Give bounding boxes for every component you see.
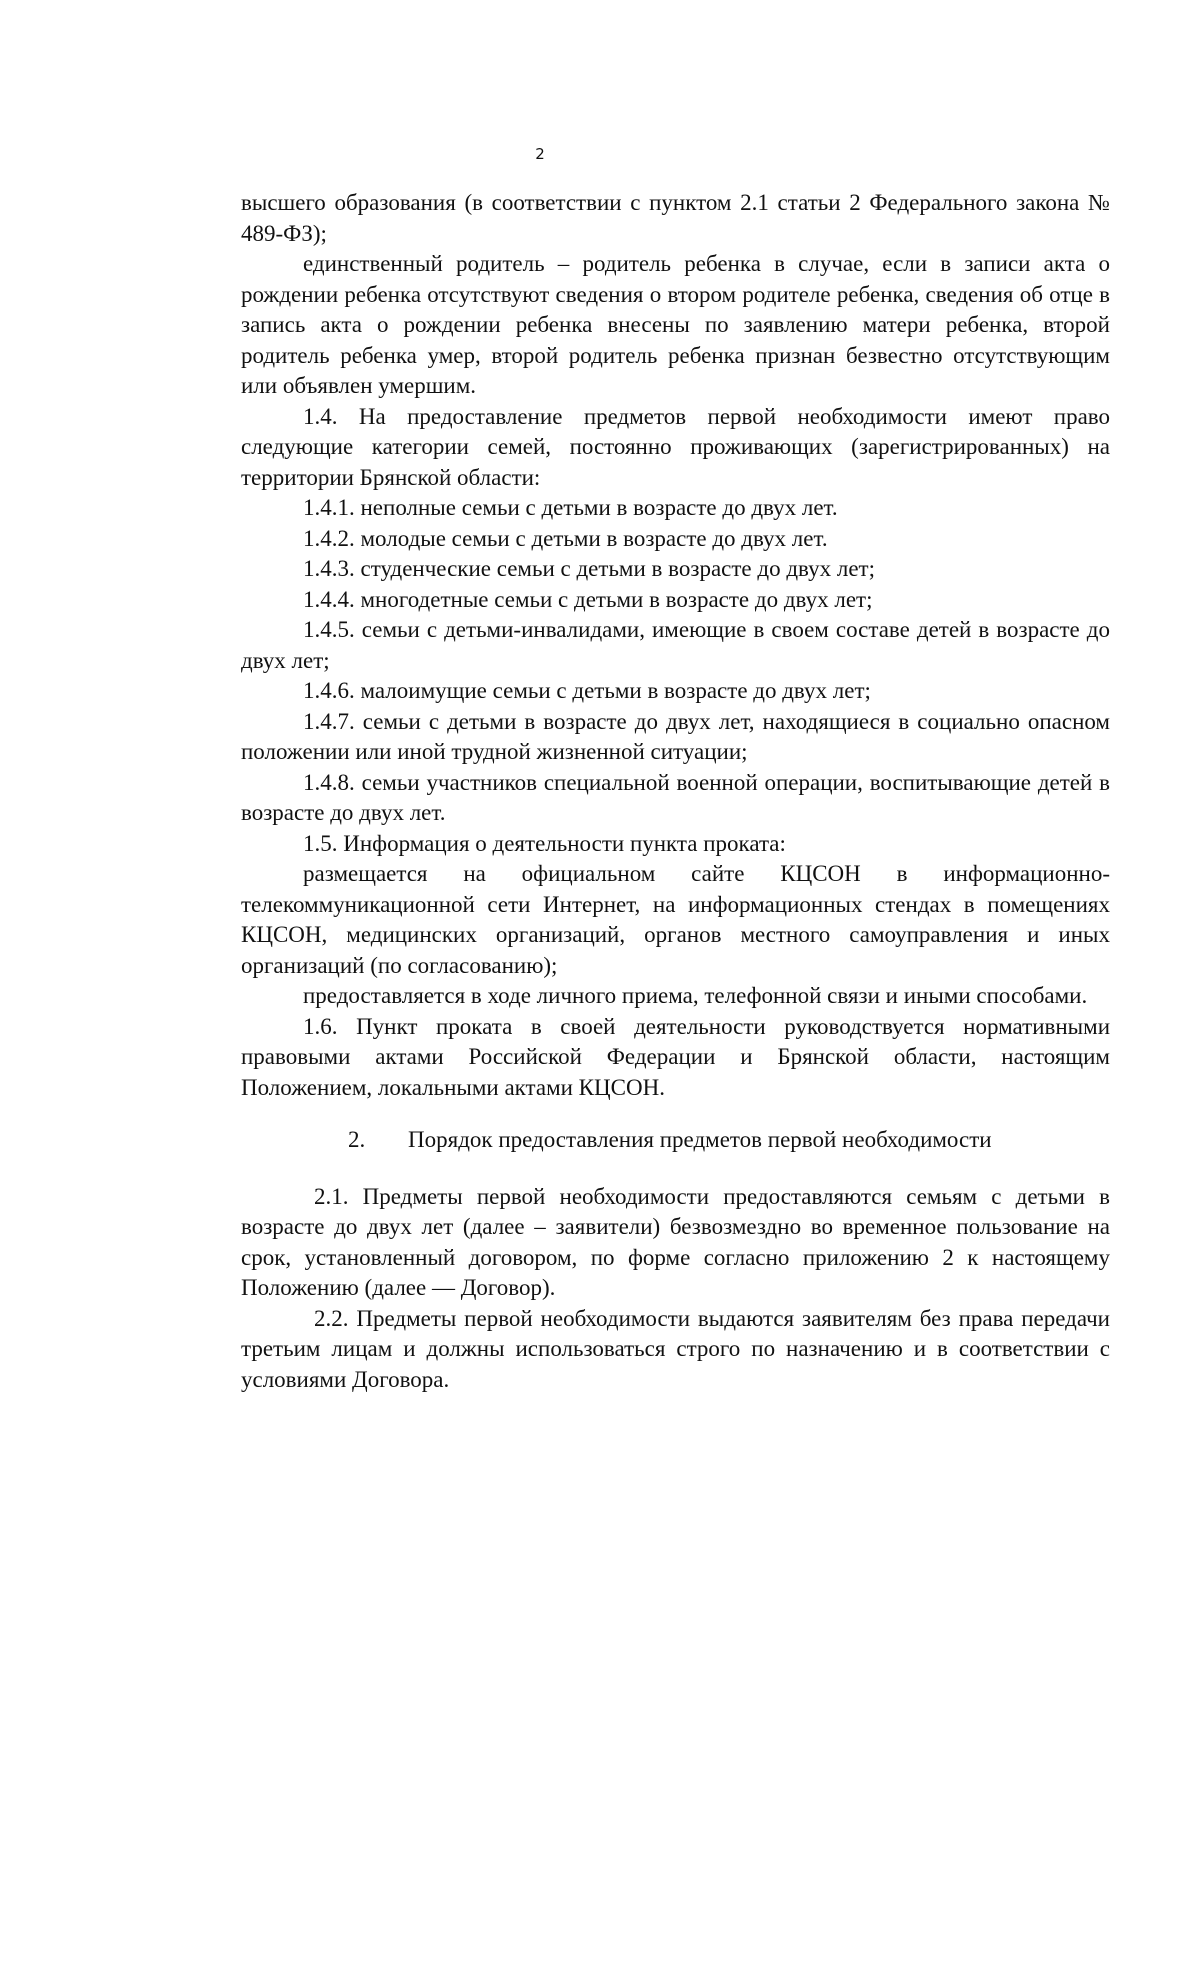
page-number: 2 xyxy=(535,145,545,163)
section-heading xyxy=(241,1125,1110,1156)
paragraph: 2.2. Предметы первой необходимости выдаются заявителям без права передачи третьим лицам и должны использоваться строго по назначению и в соответствии с условиями Договора. xyxy=(241,1305,1110,1392)
paragraph: 1.6. Пункт проката в своей деятельности руководствуется нормативными правовыми актами Российской Федерации и Брянской области, настоящим Положением, локальными актами КЦСОН. xyxy=(241,1013,1110,1100)
section-number: 2. xyxy=(348,1127,366,1152)
list-item: 1.4.5. семьи с детьми-инвалидами, имеющие в своем составе детей в возрасте до двух лет; xyxy=(241,617,1110,673)
paragraph: 1.4. На предоставление предметов первой необходимости имеют право следующие категории семей, постоянно проживающих (зарегистрированных) на территории Брянской области: xyxy=(241,403,1110,490)
list-item: 1.4.6. малоимущие семьи с детьми в возрасте до двух лет; xyxy=(303,678,871,703)
paragraph: 2.1. Предметы первой необходимости предоставляются семьям с детьми в возрасте до двух лет (далее – заявители) безвозмездно во временное пользование на срок, установленный договором, по форме согласно приложению 2 к настоящему Положению (далее — Договор). xyxy=(241,1183,1110,1300)
document-body xyxy=(241,188,1110,1395)
paragraph: 1.5. Информация о деятельности пункта проката: xyxy=(303,830,786,856)
list-item: 1.4.4. многодетные семьи с детьми в возрасте до двух лет; xyxy=(303,586,873,612)
paragraph: предоставляется в ходе личного приема, телефонной связи и иными способами. xyxy=(303,983,1088,1008)
list-item: 1.4.7. семьи с детьми в возрасте до двух лет, находящиеся в социально опасном положении или иной трудной жизненной ситуации; xyxy=(241,708,1110,764)
list-item: 1.4.8. семьи участников специальной военной операции, воспитывающие детей в возрасте до двух лет. xyxy=(241,769,1110,825)
list-item: 1.4.3. студенческие семьи с детьми в возрасте до двух лет; xyxy=(303,556,875,581)
paragraph: единственный родитель – родитель ребенка в случае, если в записи акта о рождении ребенка отсутствуют сведения о втором родителе ребенка, сведения об отце в запись акта о рождении ребенка внесены по заявлению матери ребенка, второй родитель ребенка умер, второй родитель ребенка признан безвестно отсутствующим или объявлен умершим. xyxy=(241,251,1110,398)
list-item: 1.4.2. молодые семьи с детьми в возрасте до двух лет. xyxy=(303,525,828,551)
list-item: 1.4.1. неполные семьи с детьми в возрасте до двух лет. xyxy=(303,495,838,520)
paragraph: размещается на официальном сайте КЦСОН в информационно-телекоммуникационной сети Интернет, на информационных стендах в помещениях КЦСОН, медицинских организаций, органов местного самоуправления и иных организаций (по согласованию); xyxy=(241,861,1110,978)
section-title: Порядок предоставления предметов первой необходимости xyxy=(408,1127,992,1152)
paragraph: высшего образования (в соответствии с пунктом 2.1 статьи 2 Федерального закона № 489-ФЗ); xyxy=(241,190,1110,246)
